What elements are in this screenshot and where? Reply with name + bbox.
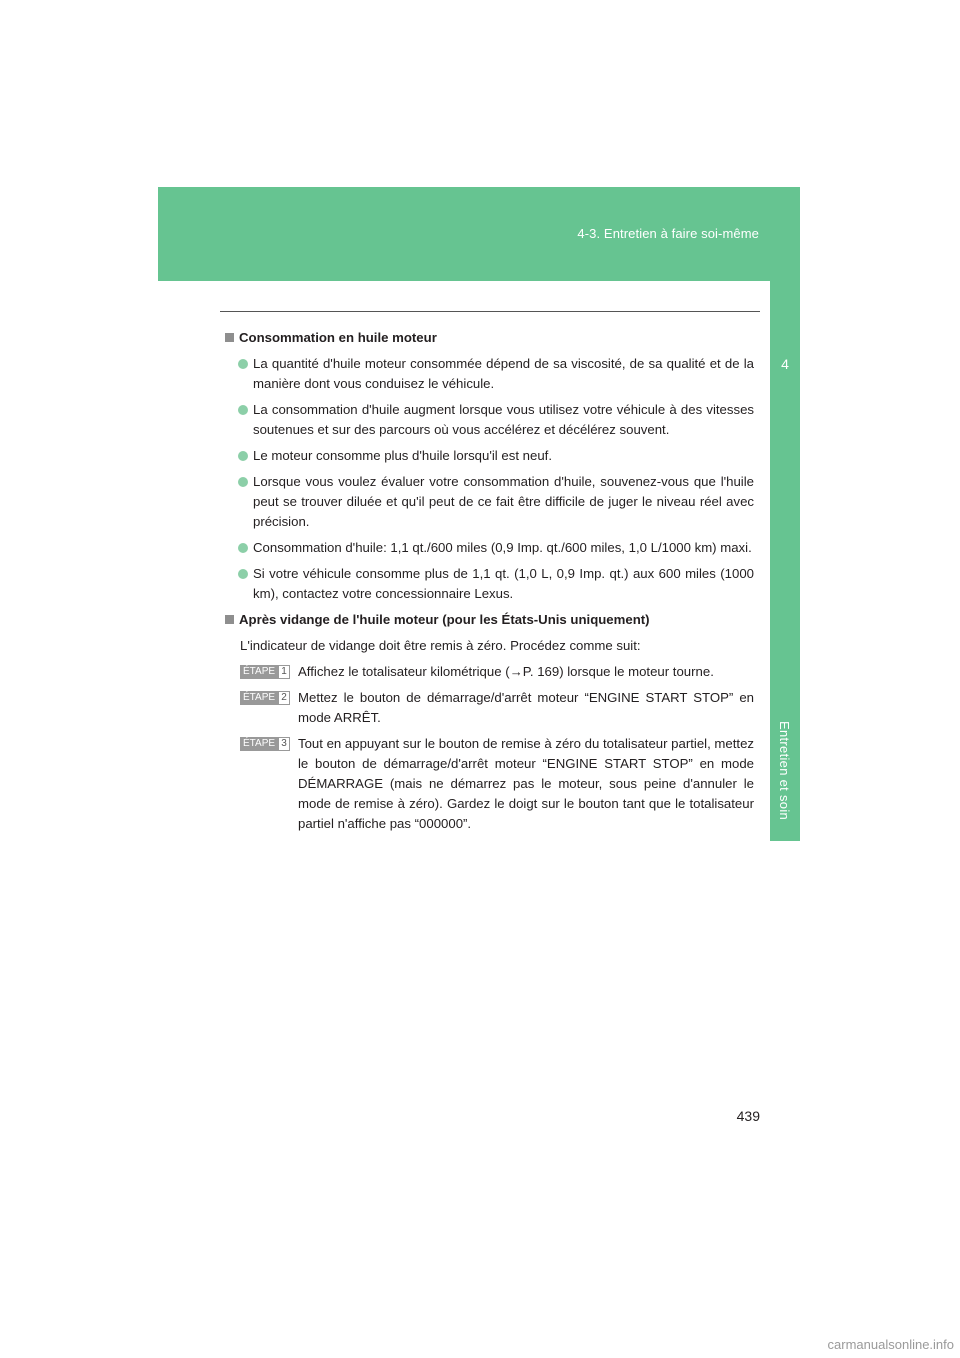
step-badge	[240, 737, 290, 751]
heading-text: Consommation en huile moteur	[239, 330, 437, 345]
round-bullet-icon	[238, 569, 248, 579]
step-number: 1	[278, 665, 290, 679]
round-bullet-icon	[238, 543, 248, 553]
list-item-text: La consommation d'huile augment lorsque vous utilisez votre véhicule à des vitesses soutenues et sur des parcours où vous accélérez et décélérez souvent.	[253, 402, 754, 437]
step-word: ÉTAPE	[240, 737, 278, 751]
square-bullet-icon	[225, 333, 234, 342]
step-text: Mettez le bouton de démarrage/d'arrêt moteur “ENGINE START STOP” en mode ARRÊT.	[298, 690, 754, 725]
chapter-side-tab	[770, 281, 800, 841]
chapter-number: 4	[781, 356, 789, 372]
list-item	[238, 400, 754, 440]
square-bullet-icon	[225, 615, 234, 624]
list-item	[238, 446, 754, 466]
round-bullet-icon	[238, 359, 248, 369]
step-text: Affichez le totalisateur kilométrique (→P. 169) lorsque le moteur tourne.	[298, 664, 714, 679]
list-item-text: Consommation d'huile: 1,1 qt./600 miles (0,9 Imp. qt./600 miles, 1,0 L/1000 km) maxi.	[253, 540, 752, 555]
list-item	[238, 538, 754, 558]
step-text: Tout en appuyant sur le bouton de remise à zéro du totalisateur partiel, mettez le bouton de démarrage/d'arrêt moteur “ENGINE START STOP” en mode DÉMARRAGE (mais ne démarrez pas le moteur, sous peine d'annuler le mode de remise à zéro). Gardez le doigt sur le bouton tant que le totalisateur partiel n'affiche pas “000000”.	[298, 736, 754, 831]
section-heading-oil-consumption	[224, 328, 754, 348]
list-item	[238, 472, 754, 532]
page-content	[224, 328, 754, 840]
procedure-intro: L'indicateur de vidange doit être remis à zéro. Procédez comme suit:	[240, 638, 641, 653]
section-title: 4-3. Entretien à faire soi-même	[577, 226, 759, 241]
list-item	[238, 564, 754, 604]
step-badge	[240, 665, 290, 679]
step-word: ÉTAPE	[240, 691, 278, 705]
page-number: 439	[736, 1108, 760, 1124]
list-item-text: La quantité d'huile moteur consommée dépend de sa viscosité, de sa qualité et de la manière dont vous conduisez le véhicule.	[253, 356, 754, 391]
procedure-step	[240, 734, 754, 834]
heading-text: Après vidange de l'huile moteur (pour les États-Unis uniquement)	[239, 612, 650, 627]
watermark: carmanualsonline.info	[827, 1337, 954, 1352]
round-bullet-icon	[238, 451, 248, 461]
list-item	[238, 354, 754, 394]
round-bullet-icon	[238, 477, 248, 487]
list-item-text: Si votre véhicule consomme plus de 1,1 qt. (1,0 L, 0,9 Imp. qt.) aux 600 miles (1000 km), contactez votre concessionnaire Lexus.	[253, 566, 754, 601]
list-item-text: Le moteur consomme plus d'huile lorsqu'il est neuf.	[253, 448, 552, 463]
procedure-step	[240, 688, 754, 728]
step-number: 2	[278, 691, 290, 705]
round-bullet-icon	[238, 405, 248, 415]
step-badge	[240, 691, 290, 705]
step-word: ÉTAPE	[240, 665, 278, 679]
list-item-text: Lorsque vous voulez évaluer votre consommation d'huile, souvenez-vous que l'huile peut se trouver diluée et qu'il peut de ce fait être difficile de juger le niveau réel avec précision.	[253, 474, 754, 529]
chapter-label: Entretien et soin	[777, 721, 792, 821]
section-heading-after-oil-change	[224, 610, 754, 630]
step-number: 3	[278, 737, 290, 751]
procedure-step	[240, 662, 754, 682]
top-rule	[220, 311, 760, 312]
